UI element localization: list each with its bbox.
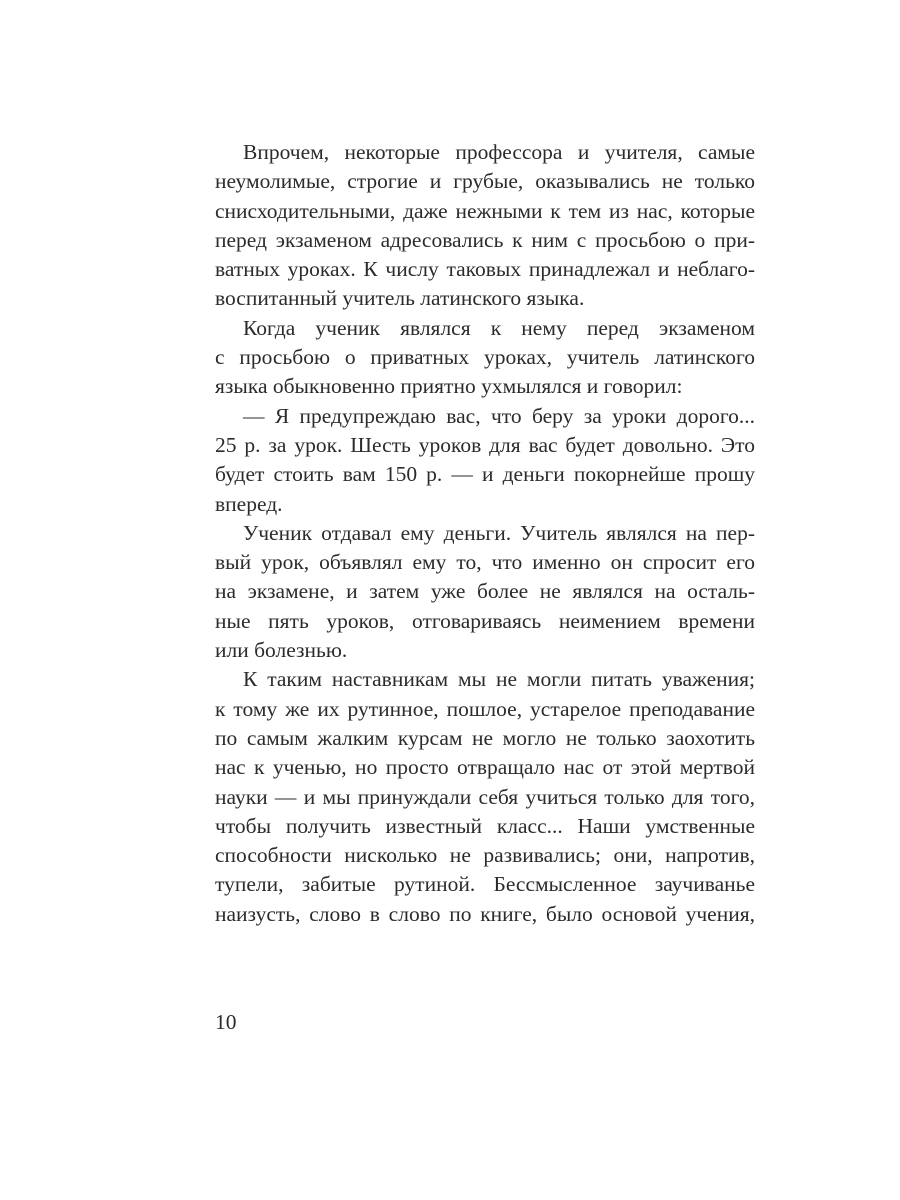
text-line: языка обыкновенно приятно ухмылялся и говорил:: [215, 374, 683, 399]
text-line: неумолимые, строгие и грубые, оказывались не только: [215, 169, 755, 194]
text-line: вперед.: [215, 491, 283, 516]
text-line: Впрочем, некоторые профессора и учителя, самые: [243, 140, 755, 164]
text-line: на экзамене, и затем уже более не являлся на осталь-: [215, 579, 755, 604]
text-line: тупели, забитые рутиной. Бессмысленное заучиванье: [215, 872, 755, 897]
text-line: 25 р. за урок. Шесть уроков для вас будет довольно. Это: [215, 432, 755, 457]
text-line: наизусть, слово в слово по книге, было основой учения,: [215, 901, 755, 926]
text-line: нас к ученью, но просто отвращало нас от этой мертвой: [215, 755, 755, 780]
text-line: ватных уроках. К числу таковых принадлежал и неблаго-: [215, 257, 755, 282]
text-line: снисходительными, даже нежными к тем из нас, которые: [215, 198, 755, 223]
page-number: 10: [215, 1010, 237, 1034]
text-line: Когда ученик являлся к нему перед экзаменом: [243, 315, 755, 340]
text-line: к тому же их рутинное, пошлое, устарелое преподавание: [215, 696, 755, 721]
text-line: будет стоить вам 150 р. — и деньги покорнейше прошу: [215, 462, 755, 487]
text-line: с просьбою о приватных уроках, учитель латинского: [215, 345, 755, 370]
text-line: — Я предупреждаю вас, что беру за уроки дорого...: [243, 403, 755, 428]
text-line: или болезнью.: [215, 638, 348, 663]
text-line: вый урок, объявлял ему то, что именно он спросит его: [215, 550, 755, 575]
text-line: способности нисколько не развивались; они, напротив,: [215, 843, 755, 868]
text-line: К таким наставникам мы не могли питать уважения;: [243, 667, 755, 692]
text-line: перед экзаменом адресовались к ним с просьбою о при-: [215, 227, 755, 252]
body-text: [215, 138, 755, 929]
text-line: ные пять уроков, отговариваясь неимением времени: [215, 608, 755, 633]
text-line: Ученик отдавал ему деньги. Учитель являлся на пер-: [243, 520, 755, 545]
text-line: чтобы получить известный класс... Наши умственные: [215, 813, 755, 838]
text-line: воспитанный учитель латинского языка.: [215, 286, 585, 311]
text-line: науки — и мы принуждали себя учиться только для того,: [215, 784, 755, 809]
text-line: по самым жалким курсам не могло не только заохотить: [215, 725, 755, 750]
